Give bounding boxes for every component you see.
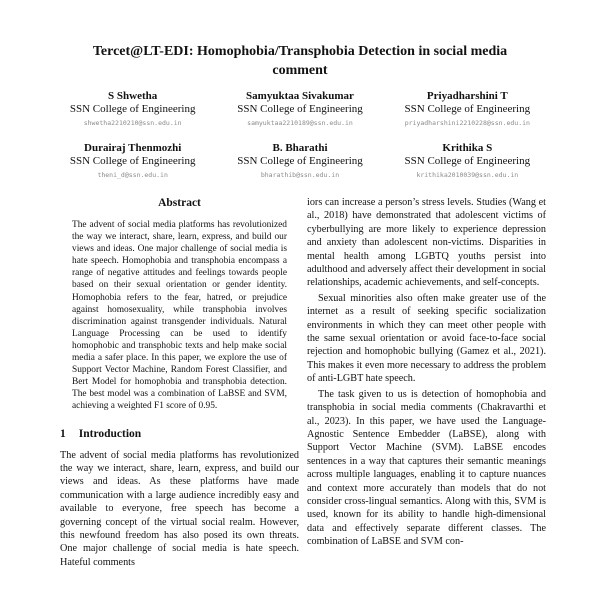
author-name: S Shwetha — [108, 90, 158, 102]
section-heading-introduction — [60, 427, 299, 441]
author — [219, 142, 380, 180]
author-name: Samyuktaa Sivakumar — [246, 90, 354, 102]
author — [387, 90, 548, 128]
body-paragraph: The task given to us is detection of homophobia and transphobia in social media comments (Chakravarthi et al., 2023). In this paper, we have used the Language-Agnostic Sentence Embedder (LaBSE), along with Support Vector Machine (SVM). LaBSE encodes sentences in a way that captures their semantic meanings across multiple languages, enabling it to capture nuances and context more accurately than models that do not consider cross-lingual semantics. Along with this, SVM is used, known for its ability to handle high-dimensional data and effectively separate different classes. The combination of LaBSE and SVM con- — [307, 388, 546, 548]
author-affiliation: SSN College of Engineering — [69, 103, 196, 115]
author-email: shwetha2210210@ssn.edu.in — [83, 119, 182, 127]
author-name: Durairaj Thenmozhi — [84, 142, 182, 154]
author — [219, 90, 380, 128]
author-affiliation: SSN College of Engineering — [237, 155, 363, 167]
author-name: B. Bharathi — [272, 142, 328, 154]
left-column — [60, 196, 299, 569]
section-number: 1 — [60, 427, 66, 440]
author-name: Krithika S — [442, 142, 493, 154]
author-block — [52, 90, 548, 180]
author-affiliation: SSN College of Engineering — [237, 103, 363, 115]
author-affiliation: SSN College of Engineering — [404, 155, 531, 167]
body-paragraph: Sexual minorities also often make greater use of the internet as a result of seeking specific socialization environments in which they can meet other people with the same sexual orientation or avoid face-to-face social rejection and homophobic bullying (Gamez et al., 2021). This makes it even more necessary to address the problem of anti-LGBT hate speech. — [307, 292, 546, 385]
author — [387, 142, 548, 180]
author — [52, 142, 213, 180]
right-column — [307, 196, 546, 569]
paper-title: Tercet@LT-EDI: Homophobia/Transphobia Detection in social media comment — [92, 44, 508, 78]
author-email: bharathib@ssn.edu.in — [260, 171, 340, 179]
author-affiliation: SSN College of Engineering — [69, 155, 196, 167]
author-email: krithika2010039@ssn.edu.in — [416, 171, 519, 179]
author-email: samyuktaa2210189@ssn.edu.in — [247, 119, 353, 127]
author-affiliation: SSN College of Engineering — [404, 103, 531, 115]
abstract-text: The advent of social media platforms has revolutionized the way we interact, share, learn, express, and build our views and ideas. One major challenge of social media is hate speech. Homophobia and transphobia encompass a range of negative attitudes and feelings towards people based on their sexual orientation or gender identity. Homophobia refers to the fear, hatred, or prejudice against homosexuality, while transphobia involves discrimination against transgender individuals. Natural Language Processing can be used to identify homophobic and transphobic texts and help make social media a safer place. In this paper, we explore the use of Support Vector Machine, Random Forest Classifier, and Bert Model for homophobia and transphobia detection. The best model was a combination of LaBSE and SVM, achieving a weighted F1 score of 0.95. — [72, 220, 287, 412]
author-name: Priyadharshini T — [426, 90, 508, 102]
body-paragraph: iors can increase a person’s stress levels. Studies (Wang et al., 2018) have demonstrated that adolescent victims of cyberbullying are more likely to experience depression and anxiety than adolescent non-victims. Disparities in mental health among LGBTQ youths persist into adulthood and adversely affect their development in social relationships, academic achievements, and self-concepts. — [307, 197, 546, 289]
author — [52, 90, 213, 128]
abstract-heading: Abstract — [158, 197, 201, 209]
two-column-body — [60, 196, 546, 569]
author-email: theni_d@ssn.edu.in — [97, 171, 168, 179]
section-title: Introduction — [78, 427, 142, 440]
intro-paragraph: The advent of social media platforms has revolutionized the way we interact, share, learn, express, and build our views and ideas. As these platforms have made communication with a large audience incredibly easy and available to everyone, free speech has become a governing concept of the virtual social realm. However, this newfound freedom has also posed its own threats. One major challenge of social media is hate speech. Hateful comments — [60, 449, 299, 568]
author-email: priyadharshini2210228@ssn.edu.in — [404, 119, 530, 127]
